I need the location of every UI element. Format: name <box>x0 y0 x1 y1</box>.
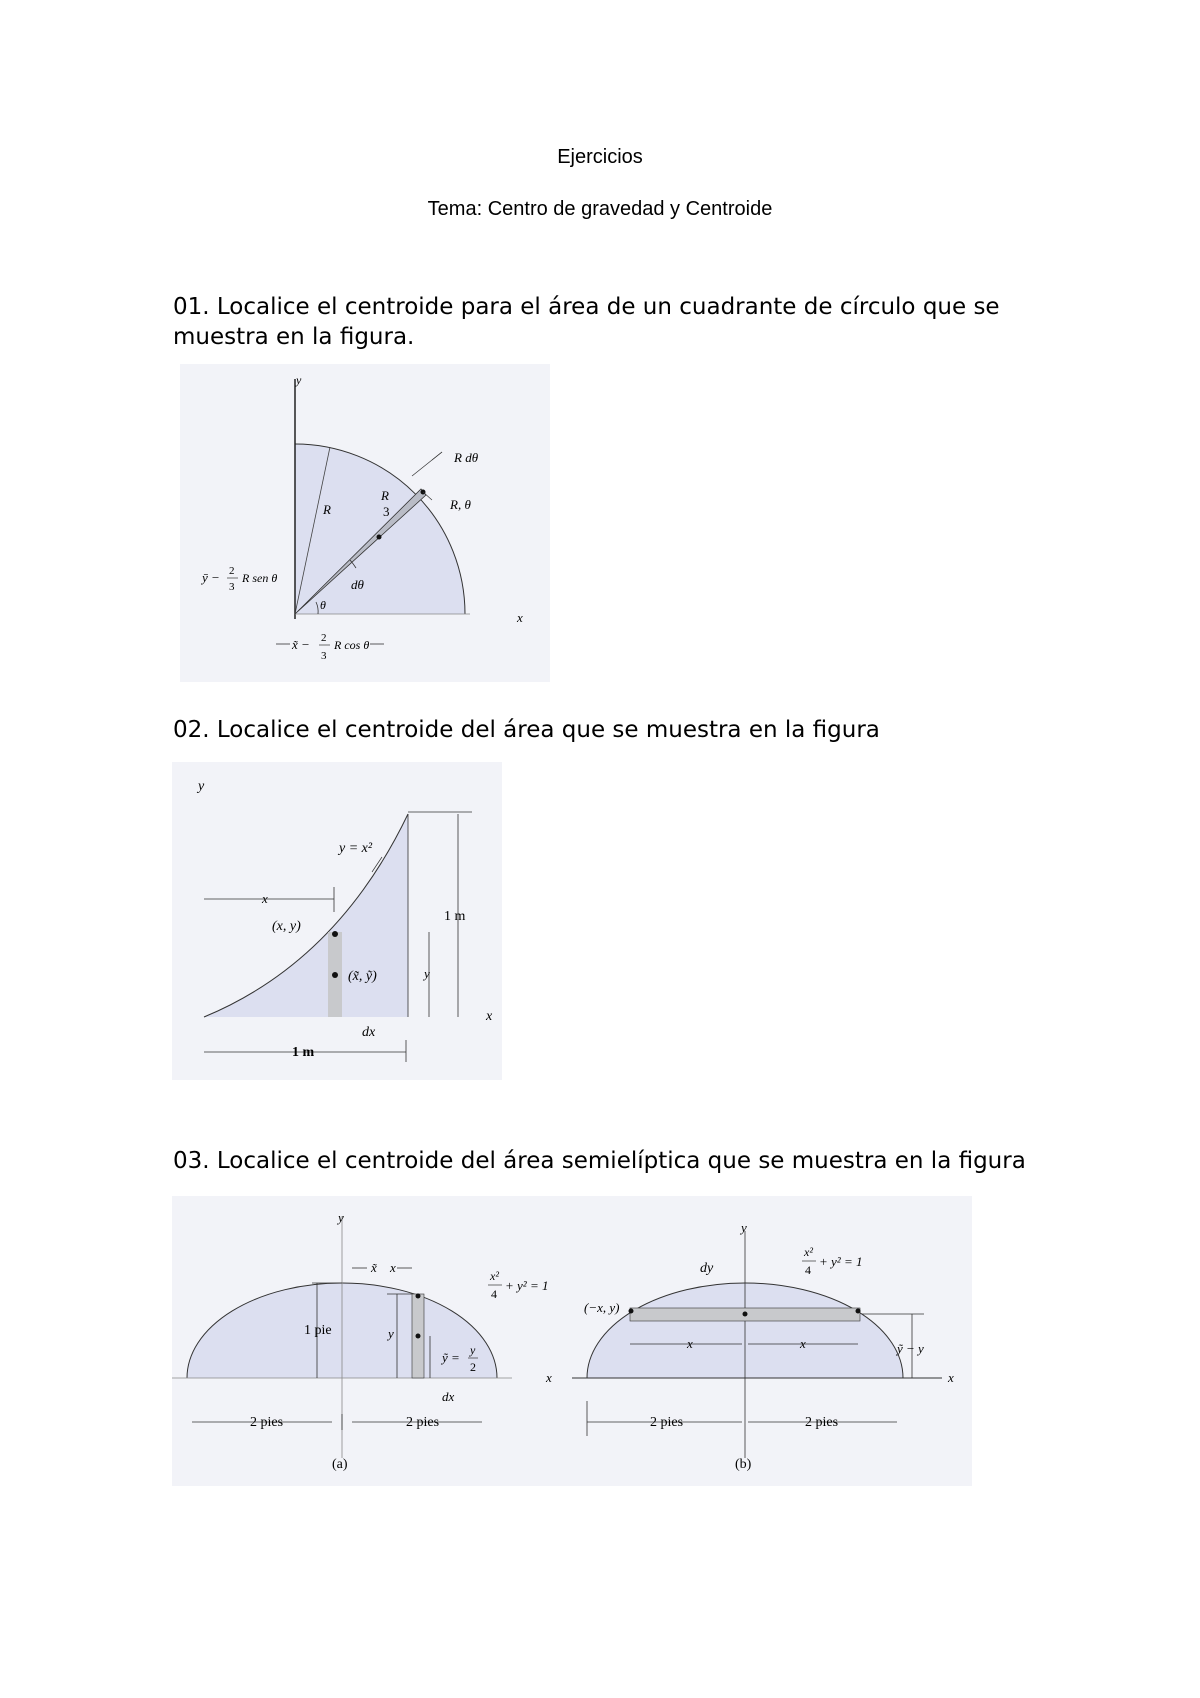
one-pie-label: 1 pie <box>304 1323 332 1338</box>
figure-semi-ellipse <box>172 1196 972 1486</box>
x-right-label-b: x <box>800 1336 806 1351</box>
xbar-rhs: R cos θ <box>334 638 370 652</box>
page-topic: Tema: Centro de gravedad y Centroide <box>427 198 773 220</box>
x-dimension-label-a: x <box>390 1260 396 1275</box>
x-axis-label: x <box>517 610 523 625</box>
x-dimension-label: x <box>262 891 268 906</box>
y-axis-label-a: y <box>338 1210 344 1225</box>
dx-label-a: dx <box>442 1389 455 1404</box>
y-dimension-label: y <box>424 966 430 981</box>
ybar-num: 2 <box>229 565 235 577</box>
x-axis-label-b: x <box>948 1370 954 1385</box>
xbar-num: 2 <box>321 632 327 644</box>
r-dtheta-label: R dθ <box>454 450 479 465</box>
dtheta-label: dθ <box>351 577 364 592</box>
parabola-area <box>204 814 408 1017</box>
equation-rhs-b: + y² = 1 <box>819 1254 863 1269</box>
question-3-text: 03. Localice el centroide del área semielíptica que se muestra en la figura <box>173 1148 1026 1174</box>
x-axis-label-a: x <box>546 1370 552 1385</box>
caption-b: (b) <box>735 1457 752 1472</box>
left-dimension-b: 2 pies <box>650 1415 684 1430</box>
right-dimension-a: 2 pies <box>406 1415 440 1430</box>
dx-label: dx <box>362 1025 376 1040</box>
point-label: (x, y) <box>272 919 301 934</box>
y-dimension-label-a: y <box>388 1326 394 1341</box>
question-1-text: 01. Localice el centroide para el área de un cuadrante de círculo que se muestra en la figura. <box>173 294 1000 350</box>
x-left-label-b: x <box>687 1336 693 1351</box>
ybar-lhs: ȳ − <box>202 570 220 585</box>
equation-den-b: 4 <box>805 1263 811 1277</box>
ytilde-den-a: 2 <box>470 1360 476 1374</box>
y-axis-label: y <box>198 779 205 794</box>
ybar-den: 3 <box>229 581 235 593</box>
xbar-den: 3 <box>321 650 327 662</box>
theta-label: θ <box>320 598 326 612</box>
right-dimension-b: 2 pies <box>805 1415 839 1430</box>
ytilde-lhs-a: ỹ = <box>442 1350 460 1365</box>
y-axis-label-b: y <box>741 1220 747 1235</box>
radius-label: R <box>323 502 331 517</box>
y-axis-label: y <box>296 373 302 387</box>
ytilde-label-b: ỹ − y <box>897 1341 924 1356</box>
equation-den-a: 4 <box>491 1287 497 1301</box>
centroid-label: (x̃, ỹ) <box>348 969 377 984</box>
question-2-text: 02. Localice el centroide del área que se muestra en la figura <box>173 717 880 743</box>
width-label: 1 m <box>292 1045 315 1060</box>
x-axis-label: x <box>486 1009 493 1024</box>
left-dimension-a: 2 pies <box>250 1415 284 1430</box>
dy-label-b: dy <box>700 1261 714 1276</box>
equation-num-a: x² <box>490 1269 499 1283</box>
ybar-rhs: R sen θ <box>242 571 278 585</box>
xbar-lhs: x̃ − <box>292 637 310 652</box>
figure-quarter-circle <box>180 364 550 682</box>
r-theta-label: R, θ <box>450 497 471 512</box>
equation-rhs-a: + y² = 1 <box>505 1278 549 1293</box>
ytilde-num-a: y <box>470 1343 476 1357</box>
curve-label: y = x² <box>339 841 373 856</box>
xtilde-label-a: x̃ <box>371 1260 377 1275</box>
equation-num-b: x² <box>804 1245 813 1259</box>
height-label: 1 m <box>444 909 466 924</box>
r-third-num: R <box>381 488 389 503</box>
figure-parabola <box>172 762 502 1080</box>
caption-a: (a) <box>332 1457 348 1472</box>
page-title: Ejercicios <box>557 146 643 168</box>
r-third-den: 3 <box>383 504 390 519</box>
point-label-b: (−x, y) <box>584 1300 620 1315</box>
